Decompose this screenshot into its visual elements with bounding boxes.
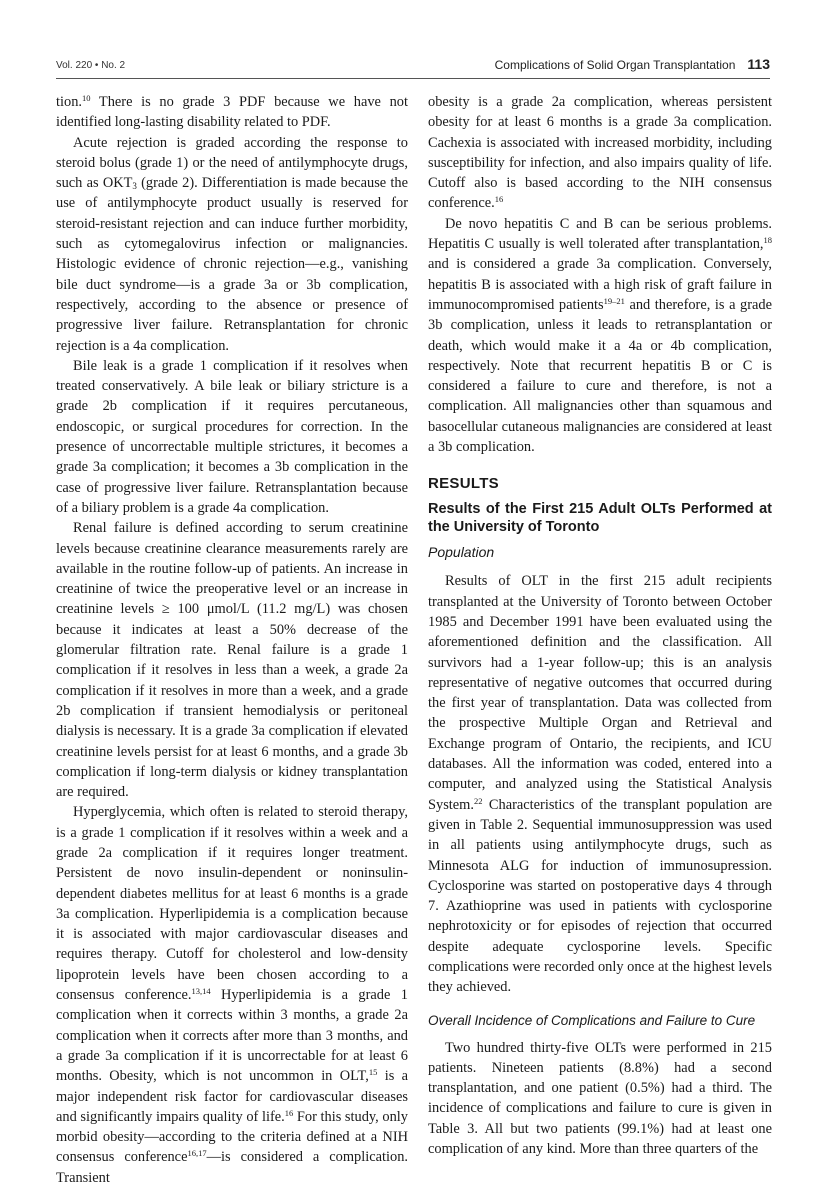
- subscript: 3: [132, 181, 137, 192]
- journal-volume: Vol. 220 • No. 2: [56, 60, 126, 71]
- section-heading: Results of the First 215 Adult OLTs Performed at the University of Toronto: [428, 501, 772, 536]
- reference: 19–21: [603, 295, 625, 306]
- article-title: Complications of Solid Organ Transplantation: [494, 58, 736, 72]
- reference: 16: [494, 194, 504, 205]
- paragraph: De novo hepatitis C and B can be serious problems. Hepatitis C usually is well tolerated after transplantation,$^{18}$ and is considered a grade 3a complication. Conversely, hepatitis B is associated with a high risk of graft failure in immunocompromised patients$^{19-21}$ and therefore, is a grade 3b complication, unless it leads to retransplantation or death, which would make it a 4a or 4b complication, respectively. Note that recurrent hepatitis B or C is considered a failure to cure and therefore, is not a complication. All malignancies other than squamous and basocellular cutaneous malignancies are considered at least a 3b complication.: [428, 215, 772, 456]
- reference: 13,14: [191, 986, 211, 997]
- paragraph: Two hundred thirty-five OLTs were performed in 215 patients. Nineteen patients (8.8%) had a second transplantation, and one patient (0.5%) had a third. The incidence of complications and failure to cure is given in Table 3. All but two patients (99.1%) had at least one complication of any kind. More than three quarters of the: [428, 1039, 772, 1158]
- reference: 10: [82, 93, 91, 103]
- running-title: [495, 56, 770, 72]
- reference: 18: [763, 235, 772, 246]
- paragraph: Hyperglycemia, which often is related to steroid therapy, is a grade 1 complication if it resolves within a week and a grade 2a complication if it requires longer treatment. Persistent de novo insulin-dependent or noninsulin-dependent diabetes mellitus for at least 6 months is a grade 3a complication. Hyperlipidemia is a complication because it is associated with major cardiovascular diseases and requires therapy. Cutoff for cholesterol and low-density lipoprotein levels have been chosen according to a consensus conference.$^{13,14}$ Hyperlipidemia is a grade 1 complication when it corrects within 3 months, a grade 2a complication when it corrects after more than 3 months, and a grade 3a complication if it is uncorrectable for at least 6 months. Obesity, which is not uncommon in OLT,$^{15}$ is a major independent risk factor for cardiovascular diseases and significantly impairs quality of life.$^{16}$ For this study, only morbid obesity—according to the criteria defined at a NIH consensus conference$^{16,17}$—is considered a complication. Transient: [56, 804, 409, 1186]
- paragraph: Results of OLT in the first 215 adult recipients transplanted at the University of Toronto between October 1985 and December 1991 have been evaluated using the aforementioned definition and the classification. All survivors had a 1-year follow-up; this is an analysis representative of negative outcomes that occurred during the first year of transplantation. Data was collected from the prospective Multiple Organ and Retrieval and Exchange program of Ontario, the recipients, and ICU databases. All the information was coded, entered into a computer, and analyzed using the Statistical Analysis System.$^{22}$ Characteristics of the transplant population are given in Table 2. Sequential immunosuppression was used in all patients using antilymphocyte drugs, such as Minnesota ALG for induction of immunosupression. Cyclosporine was started on postoperative days 4 through 7. Azathioprine was used in patients with cyclosporine nephrotoxicity or for episodes of rejection that occurred despite adequate cyclosporine levels. Specific complications were recorded only once at the highest levels they achieved.: [428, 573, 772, 996]
- overall-incidence-heading: Overall Incidence of Complications and Failure to Cure: [428, 1012, 756, 1028]
- right-column: [428, 92, 772, 1159]
- reference: 15: [368, 1067, 378, 1078]
- paragraph: Bile leak is a grade 1 complication if it resolves when treated conservatively. A bile leak or biliary stricture is a grade 2b complication if it requires percutaneous, endoscopic, or surgical procedures for correction. In the presence of uncorrectable multiple strictures, it becomes a grade 3a complication; it becomes a 3b complication in the case of progressive liver failure. Retransplantation because of a biliary problem is a grade 4a complication.: [56, 357, 408, 516]
- reference: 16: [284, 1107, 294, 1118]
- population-heading: Population: [428, 544, 495, 561]
- paragraph: tion.$^{10}$ There is no grade 3 PDF because we have not identified long-lasting disability related to PDF.: [56, 93, 408, 131]
- paragraph: obesity is a grade 2a complication, whereas persistent obesity for at least 6 months is a grade 3a complication. Cachexia is associated with increased morbidity, including susceptibility for infection, and also impairs quality of life. Cutoff also is based according to the NIH consensus conference.$^{16}$: [428, 94, 772, 212]
- results-heading: RESULTS: [428, 475, 499, 493]
- reference: 22: [473, 795, 483, 806]
- running-header: [56, 52, 770, 79]
- paragraph: Renal failure is defined according to serum creatinine levels because creatinine clearance measurements rarely are available in the routine follow-up of patients. An increase in creatinine of twice the preoperative level or an increase in creatinine levels ≥ 100 μmol/L (11.2 mg/L) was chosen because it indicates at least a 50% decrease of the glomerular filtration rate. Renal failure is a grade 1 complication if it resolves in less than a week, a grade 2a complication if it resolves in more than a week, and a grade 2b complication if transient hemodialysis or peritoneal dialysis is necessary. It is a grade 3a complication if elevated creatinine levels persist for at least 6 months, and a grade 3b complication if long-term dialysis or kidney transplantation are required.: [56, 520, 408, 801]
- reference: 16,17: [187, 1148, 207, 1159]
- page-number: 113: [747, 56, 770, 72]
- paragraph: Acute rejection is graded according the response to steroid bolus (grade 1) or the need of antilymphocyte drugs, such as $OKT_3$ (grade 2). Differentiation is made because the use of antilymphocyte product usually is reserved for steroid-resistant rejection and can induce further morbidity, such as cytomegalovirus infection or malignancies. Histologic evidence of chronic rejection—e.g., vanishing bile duct syndrome—is a grade 3a or 3b complication, respectively, according to the absence or presence of progressive liver failure. Retransplantation for chronic rejection is a 4a complication.: [56, 134, 408, 354]
- left-column: [56, 92, 408, 1188]
